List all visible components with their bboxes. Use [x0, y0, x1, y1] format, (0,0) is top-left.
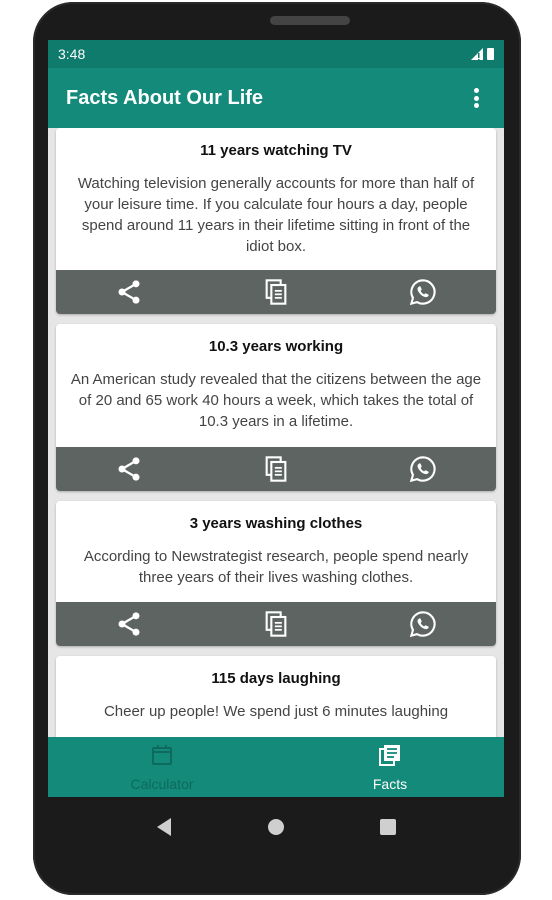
share-icon — [115, 610, 143, 638]
fact-actions — [56, 602, 496, 646]
fact-card — [56, 656, 496, 737]
library-books-icon — [377, 743, 403, 772]
home-button[interactable] — [263, 814, 289, 840]
battery-icon — [487, 48, 494, 60]
share-icon — [115, 278, 143, 306]
share-icon — [115, 455, 143, 483]
home-icon — [266, 817, 286, 837]
signal-icon — [471, 48, 483, 60]
share-button[interactable] — [107, 270, 151, 314]
share-button[interactable] — [107, 602, 151, 646]
whatsapp-icon — [409, 610, 437, 638]
whatsapp-button[interactable] — [401, 602, 445, 646]
calendar-icon — [149, 743, 175, 772]
copy-button[interactable] — [254, 270, 298, 314]
fact-text: Cheer up people! We spend just 6 minutes laughing — [103, 703, 449, 720]
speaker-grille — [270, 16, 350, 25]
fact-text: An American study revealed that the citizens between the age of 20 and 65 work 40 hours a week, which takes the total of 10.3 years in a lifetime. — [70, 371, 482, 430]
facts-list[interactable] — [48, 128, 504, 737]
nav-item-facts[interactable] — [276, 737, 504, 797]
app-title: Facts About Our Life — [66, 86, 264, 109]
fact-card-body — [56, 501, 496, 602]
copy-button[interactable] — [254, 602, 298, 646]
whatsapp-icon — [409, 278, 437, 306]
whatsapp-button[interactable] — [401, 270, 445, 314]
whatsapp-button[interactable] — [401, 447, 445, 491]
copy-icon — [262, 455, 290, 483]
fact-title: 3 years washing clothes — [189, 515, 363, 532]
share-button[interactable] — [107, 447, 151, 491]
fact-card — [56, 501, 496, 646]
whatsapp-icon — [409, 455, 437, 483]
fact-actions — [56, 447, 496, 491]
more-options-icon[interactable] — [466, 86, 486, 110]
fact-title: 115 days laughing — [211, 670, 341, 687]
status-bar — [48, 40, 504, 68]
fact-card-body — [56, 128, 496, 270]
copy-button[interactable] — [254, 447, 298, 491]
system-navigation-bar — [48, 797, 504, 857]
fact-actions — [56, 270, 496, 314]
bottom-navigation — [48, 737, 504, 797]
nav-label: Facts — [372, 775, 408, 792]
nav-item-calculator[interactable] — [48, 737, 276, 797]
fact-card — [56, 324, 496, 491]
screen — [48, 40, 504, 797]
fact-card-body — [56, 324, 496, 447]
fact-title: 11 years watching TV — [200, 142, 352, 159]
copy-icon — [262, 610, 290, 638]
status-icons — [471, 48, 494, 60]
nav-label: Calculator — [130, 775, 194, 792]
fact-title: 10.3 years working — [208, 338, 344, 355]
back-icon — [155, 817, 173, 837]
fact-text: Watching television generally accounts for more than half of your leisure time. If you calculate four hours a day, people spend around 11 years in their lifetime sitting in front of the idiot box. — [77, 175, 475, 255]
recents-icon — [379, 818, 397, 836]
fact-card — [56, 128, 496, 314]
back-button[interactable] — [151, 814, 177, 840]
fact-text: According to Newstrategist research, people spend nearly three years of their lives washing clothes. — [83, 548, 469, 586]
status-time: 3:48 — [58, 46, 86, 62]
fact-card-body — [56, 656, 496, 737]
app-bar — [48, 68, 504, 128]
recents-button[interactable] — [375, 814, 401, 840]
copy-icon — [262, 278, 290, 306]
